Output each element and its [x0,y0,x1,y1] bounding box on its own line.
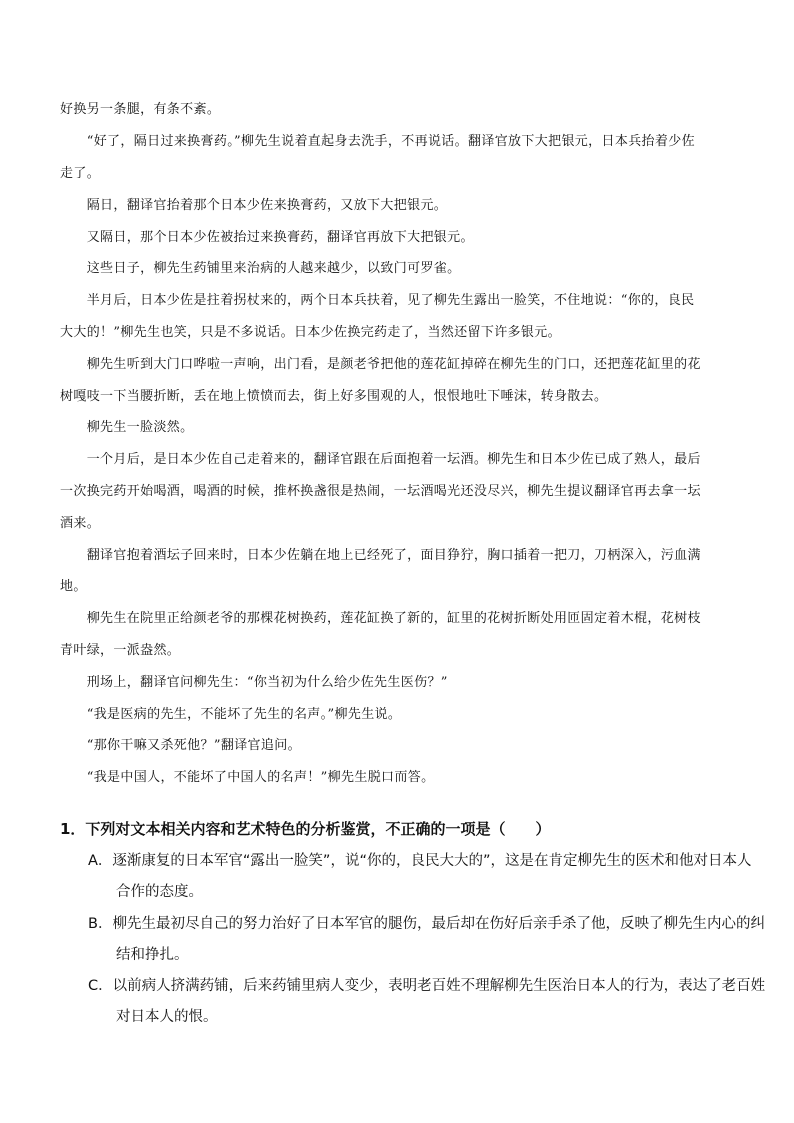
story-line: 半月后，日本少佐是拄着拐杖来的，两个日本兵扶着，见了柳先生露出一脸笑，不住地说：“你的，良民 [60,293,695,308]
story-line: 树嘎吱一下当腰折断，丢在地上愤愤而去，街上好多围观的人，恨恨地吐下唾沫，转身散去。 [60,389,608,404]
story-line: 隔日，翻译官抬着那个日本少佐来换膏药，又放下大把银元。 [60,198,448,213]
story-line: 柳先生一脸淡然。 [60,420,194,435]
story-line: 又隔日，那个日本少佐被抬过来换膏药，翻译官再放下大把银元。 [60,230,474,245]
story-line: “我是医病的先生，不能坏了先生的名声。”柳先生说。 [60,707,402,722]
story-line: 一个月后，是日本少佐自己走着来的，翻译官跟在后面抱着一坛酒。柳先生和日本少佐已成了熟人，最后 [60,452,701,467]
option-c: C．以前病人挤满药铺，后来药铺里病人变少，表明老百姓不理解柳先生医治日本人的行为，表达了老百姓 [88,978,766,994]
story-line: 刑场上，翻译官问柳先生：“你当初为什么给少佐先生医伤？” [60,675,448,690]
story-line: “我是中国人，不能坏了中国人的名声！”柳先生脱口而答。 [60,770,435,785]
option-a: A．逐渐康复的日本军官“露出一脸笑”，说“你的，良民大大的”，这是在肯定柳先生的医术和他对日本人 [88,853,752,869]
story-line: 地。 [60,579,87,594]
story-line: 柳先生听到大门口哗啦一声响，出门看，是颜老爷把他的莲花缸掉碎在柳先生的门口，还把莲花缸里的花 [60,357,701,372]
option-c-continuation: 对日本人的恨。 [116,1009,218,1025]
option-a-continuation: 合作的态度。 [116,884,203,900]
story-line: 这些日子，柳先生药铺里来治病的人越来越少，以致门可罗雀。 [60,261,461,276]
option-b: B．柳先生最初尽自己的努力治好了日本军官的腿伤，最后却在伤好后亲手杀了他，反映了柳先生内心的纠 [88,916,765,932]
story-line: 大大的！”柳先生也笑，只是不多说话。日本少佐换完药走了，当然还留下许多银元。 [60,325,561,340]
option-b-continuation: 结和挣扎。 [116,947,189,963]
story-line: “好了，隔日过来换膏药。”柳先生说着直起身去洗手，不再说话。翻译官放下大把银元，日本兵抬着少佐 [60,134,695,149]
story-line: “那你干嘛又杀死他？”翻译官追问。 [60,738,301,753]
story-line: 翻译官抱着酒坛子回来时，日本少佐躺在地上已经死了，面目狰狞，胸口插着一把刀，刀柄深入，污血满 [60,548,701,563]
story-line: 走了。 [60,166,101,181]
story-line: 柳先生在院里正给颜老爷的那棵花树换药，莲花缸换了新的，缸里的花树折断处用匝固定着木棍，花树枝 [60,611,701,626]
story-line: 酒来。 [60,516,101,531]
story-line: 青叶绿，一派盎然。 [60,643,181,658]
story-line: 一次换完药开始喝酒，喝酒的时候，推杯换盏很是热闹，一坛酒喝光还没尽兴，柳先生提议翻译官再去拿一坛 [60,484,701,499]
question-title: 1．下列对文本相关内容和艺术特色的分析鉴赏，不正确的一项是（ ） [60,820,551,838]
story-line: 好换另一条腿，有条不紊。 [60,102,221,117]
